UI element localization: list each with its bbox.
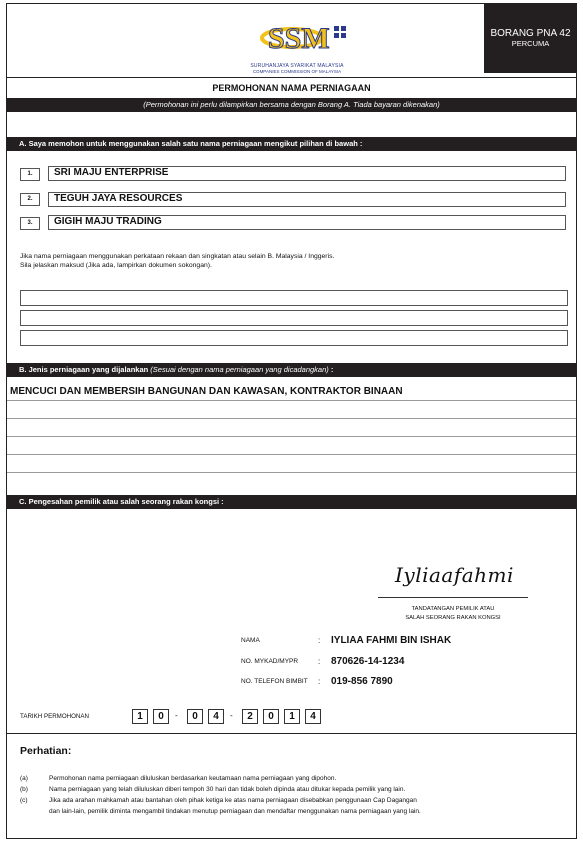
section-b-title-main: B. Jenis perniagaan yang dijalankan [19, 365, 151, 374]
rule-line [7, 418, 576, 419]
section-a-title: A. Saya memohon untuk menggunakan salah satu nama perniagaan mengikut pilihan di bawah : [19, 139, 363, 148]
subtitle-note: (Permohonan ini perlu dilampirkan bersama dengan Borang A. Tiada bayaran dikenakan) [143, 100, 440, 109]
section-b-title-italic: (Sesuai dengan nama perniagaan yang dicadangkan) [150, 365, 329, 374]
date-digit[interactable]: 1 [132, 709, 148, 724]
form-fee: PERCUMA [511, 39, 550, 48]
form-code-box [484, 3, 577, 73]
date-digit[interactable]: 2 [242, 709, 258, 724]
section-a-note-2: Sila jelaskan maksud (Jika ada, lampirkan dokumen sokongan). [20, 262, 212, 269]
section-b-header [7, 363, 576, 377]
signature-line [378, 597, 528, 598]
choice-number: 3. [20, 217, 40, 230]
phone-sep: : [318, 677, 321, 686]
signature: Iyliaafahmi [395, 563, 514, 587]
phone-label: NO. TELEFON BIMBIT [241, 678, 308, 685]
section-b-title-end: : [328, 365, 334, 374]
section-b-title [7, 363, 576, 377]
form-code: BORANG PNA 42 [490, 28, 571, 39]
notice-mark: (c) [20, 797, 28, 804]
date-digit[interactable]: 4 [208, 709, 224, 724]
notice-item: Permohonan nama perniagaan diluluskan berdasarkan keutamaan nama perniagaan yang dipohon. [49, 775, 337, 782]
business-name-choice-1[interactable]: SRI MAJU ENTERPRISE [48, 166, 566, 181]
rule-line [7, 400, 576, 401]
signature-caption-2: SALAH SEORANG RAKAN KONGSI [405, 615, 501, 621]
rule-line [7, 472, 576, 473]
date-digit[interactable]: 1 [284, 709, 300, 724]
date-sep: - [230, 711, 233, 720]
subtitle-bar [7, 98, 576, 112]
explanation-field-3[interactable] [20, 330, 568, 346]
mykad-sep: : [318, 657, 321, 666]
divider [7, 77, 576, 78]
business-name-choice-3[interactable]: GIGIH MAJU TRADING [48, 215, 566, 230]
name-sep: : [318, 636, 321, 645]
date-digit[interactable]: 0 [263, 709, 279, 724]
section-a-note-1: Jika nama perniagaan menggunakan perkataan rekaan dan singkatan atau selain B. Malaysia / Inggeris. [20, 253, 335, 260]
notice-mark: (a) [20, 775, 28, 782]
date-digit[interactable]: 0 [153, 709, 169, 724]
mykad-label: NO. MYKAD/MYPR [241, 658, 299, 665]
business-type-value[interactable]: MENCUCI DAN MEMBERSIH BANGUNAN DAN KAWASAN, KONTRAKTOR BINAAN [10, 386, 403, 397]
section-a-header [7, 137, 576, 151]
ssm-logo-mark-icon [258, 18, 358, 58]
date-sep: - [175, 711, 178, 720]
divider [7, 733, 576, 734]
name-label: NAMA [241, 637, 260, 644]
svg-text:SSM: SSM [268, 22, 330, 55]
date-digit[interactable]: 0 [187, 709, 203, 724]
notice-item: dan lain-lain, pemilik diminta mengambil tindakan menutup perniagaan dan mendaftar menggunakan nama perniagaan yang lain. [49, 808, 421, 815]
date-label: TARIKH PERMOHONAN [20, 713, 89, 720]
ssm-logo [250, 18, 358, 74]
explanation-field-2[interactable] [20, 310, 568, 326]
notice-title: Perhatian: [20, 745, 72, 757]
choice-number: 2. [20, 193, 40, 206]
choice-number: 1. [20, 168, 40, 181]
phone-value[interactable]: 019-856 7890 [331, 676, 393, 687]
logo-name-en: COMPANIES COMMISSION OF MALAYSIA [252, 69, 342, 74]
mykad-value[interactable]: 870626-14-1234 [331, 656, 405, 667]
explanation-field-1[interactable] [20, 290, 568, 306]
notice-mark: (b) [20, 786, 28, 793]
rule-line [7, 454, 576, 455]
business-name-choice-2[interactable]: TEGUH JAYA RESOURCES [48, 192, 566, 207]
section-c-header [7, 495, 576, 509]
notice-item: Nama perniagaan yang telah diluluskan diberi tempoh 30 hari dan tidak boleh dipinda atau ditukar kepada pemilik yang lain. [49, 786, 406, 793]
logo-name-ms: SURUHANJAYA SYARIKAT MALAYSIA [250, 63, 344, 69]
date-digit[interactable]: 4 [305, 709, 321, 724]
notice-item: Jika ada arahan mahkamah atau bantahan oleh pihak ketiga ke atas nama perniagaan disebabkan penggunaan Cap Dagangan [49, 797, 417, 804]
page-title: PERMOHONAN NAMA PERNIAGAAN [212, 83, 371, 93]
section-c-title: C. Pengesahan pemilik atau salah seorang rakan kongsi : [19, 497, 224, 506]
signature-caption-1: TANDATANGAN PEMILIK ATAU [411, 606, 495, 612]
name-value[interactable]: IYLIAA FAHMI BIN ISHAK [331, 635, 452, 646]
rule-line [7, 436, 576, 437]
